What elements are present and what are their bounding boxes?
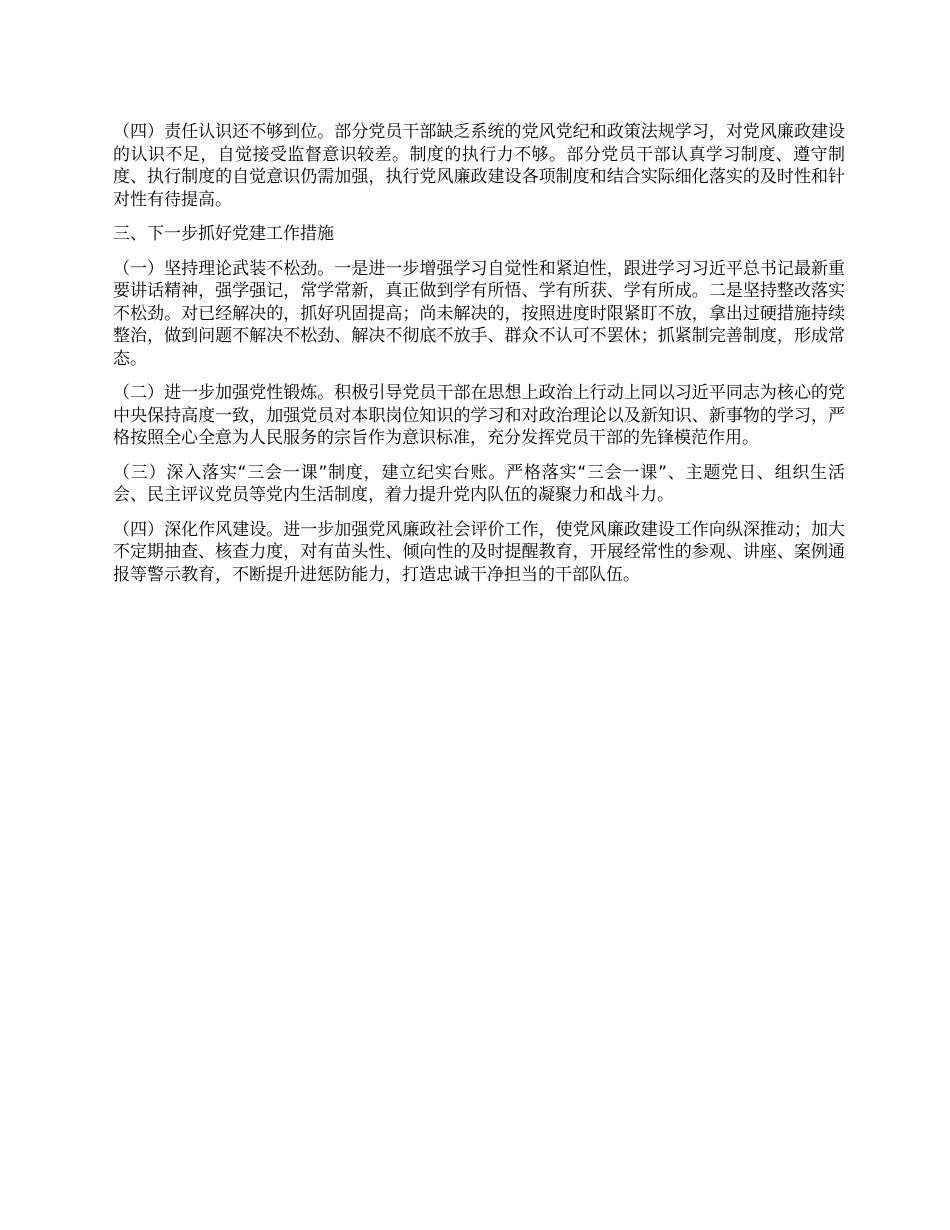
section-heading-next-steps: 三、下一步抓好党建工作措施 — [113, 224, 334, 244]
paragraph-responsibility-awareness: （四）责任认识还不够到位。部分党员干部缺乏系统的党风党纪和政策法规学习，对党风廉政建设的认识不足，自觉接受监督意识较差。制度的执行力不够。部分党员干部认真学习制度、遵守制度、执行制度的自觉意识仍需加强，执行党风廉政建设各项制度和结合实际细化落实的及时性和针对性有待提高。 — [113, 122, 845, 210]
paragraph-three-meetings: （三）深入落实“三会一课”制度，建立纪实台账。严格落实“三会一课”、主题党日、组织生活会、民主评议党员等党内生活制度，着力提升党内队伍的凝聚力和战斗力。 — [113, 462, 845, 505]
paragraph-work-style: （四）深化作风建设。进一步加强党风廉政社会评价工作，使党风廉政建设工作向纵深推动；加大不定期抽查、核查力度，对有苗头性、倾向性的及时提醒教育，开展经常性的参观、讲座、案例通报等警示教育，不断提升进惩防能力，打造忠诚干净担当的干部队伍。 — [113, 519, 845, 585]
paragraph-party-spirit: （二）进一步加强党性锻炼。积极引导党员干部在思想上政治上行动上同以习近平同志为核心的党中央保持高度一致，加强党员对本职岗位知识的学习和对政治理论以及新知识、新事物的学习，严格按照全心全意为人民服务的宗旨作为意识标准，充分发挥党员干部的先锋模范作用。 — [113, 383, 845, 448]
document-page — [113, 121, 845, 598]
paragraph-theory-armament: （一）坚持理论武装不松劲。一是进一步增强学习自觉性和紧迫性，跟进学习习近平总书记最新重要讲话精神，强学强记，常学常新，真正做到学有所悟、学有所获、学有所成。二是坚持整改落实不松劲。对已经解决的，抓好巩固提高；尚未解决的，按照进度时限紧盯不放，拿出过硬措施持续整治，做到问题不解决不松劲、解决不彻底不放手、群众不认可不罢休；抓紧制完善制度，形成常态。 — [113, 258, 845, 369]
